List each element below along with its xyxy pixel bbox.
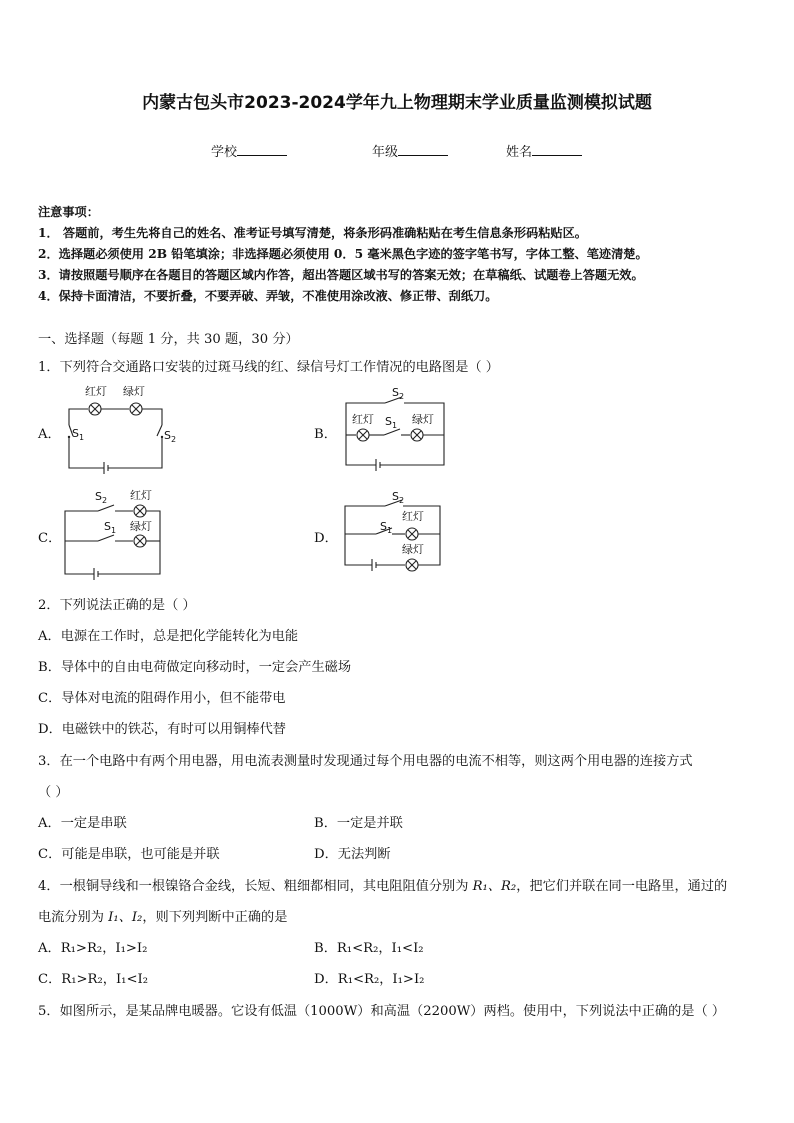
q1-option-b-label: B． — [314, 427, 337, 442]
circuit-diagram-a — [60, 382, 177, 472]
q4-current-vars: I₁、I₂ — [108, 910, 143, 925]
school-blank — [237, 143, 287, 156]
q2-option-b: B．导体中的自由电荷做定向移动时，一定会产生磁场 — [38, 660, 352, 675]
q1-option-d-label: D． — [314, 531, 338, 546]
notice-item-4: 4．保持卡面清洁，不要折叠，不要弄破、弄皱，不准使用涂改液、修正带、刮纸刀。 — [38, 289, 498, 303]
q4-option-a: A．R₁>R₂，I₁>I₂ — [38, 941, 148, 956]
circuit-b-red-lamp-label: 红灯 — [352, 413, 374, 426]
page-title: 内蒙古包头市2023-2024学年九上物理期末学业质量监测模拟试题 — [142, 93, 652, 113]
circuit-b-s1-label: $S_1$ — [385, 415, 398, 430]
q4-option-b: B．R₁<R₂，I₁<I₂ — [314, 941, 424, 956]
circuit-b-s2-label: $S_2$ — [392, 386, 405, 401]
circuit-c-green-lamp-label: 绿灯 — [130, 520, 152, 533]
q4-option-c: C．R₁>R₂，I₁<I₂ — [38, 972, 148, 987]
name-label: 姓名 — [506, 145, 533, 160]
circuit-c-s1-label: $S_1$ — [104, 520, 117, 535]
circuit-d-s1-label: $S_1$ — [380, 520, 393, 535]
grade-field — [372, 141, 448, 160]
circuit-a-red-lamp-label: 红灯 — [85, 385, 107, 398]
name-blank — [532, 143, 582, 156]
q1-option-a-label: A． — [38, 427, 61, 442]
grade-label: 年级 — [372, 145, 399, 160]
q2-option-d: D．电磁铁中的铁芯，有时可以用铜棒代替 — [38, 722, 286, 737]
circuit-a-s2-label: $S_2$ — [164, 429, 177, 444]
circuit-diagram-b — [340, 383, 450, 468]
circuit-b-green-lamp-label: 绿灯 — [412, 413, 434, 426]
question-3-stem: 3．在一个电路中有两个用电器，用电流表测量时发现通过每个用电器的电流不相等，则这两个用电器的连接方式 — [38, 754, 693, 769]
switch-icon — [98, 535, 114, 541]
circuit-d-green-lamp-label: 绿灯 — [402, 543, 424, 556]
circuit-d-s2-label: $S_2$ — [392, 490, 405, 505]
circuit-diagram-c — [60, 486, 170, 581]
name-field — [506, 141, 582, 160]
grade-blank — [398, 143, 448, 156]
circuit-c-red-lamp-label: 红灯 — [130, 489, 152, 502]
school-field — [211, 141, 287, 160]
q3-option-c: C．可能是串联，也可能是并联 — [38, 847, 220, 862]
question-4-stem-line-1: 4．一根铜导线和一根镍铬合金线，长短、粗细都相同，其电阻阻值分别为 R₁、R₂，把它们并联在同一电路里，通过的 — [38, 879, 728, 894]
q3-option-a: A．一定是串联 — [38, 816, 127, 831]
q4-resistance-vars: R₁、R₂ — [472, 879, 517, 894]
q3-option-d: D．无法判断 — [314, 847, 391, 862]
school-label: 学校 — [211, 145, 238, 160]
q2-option-c: C．导体对电流的阻碍作用小，但不能带电 — [38, 691, 286, 706]
question-4-stem-line-2: 电流分别为 I₁、I₂，则下列判断中正确的是 — [38, 910, 288, 925]
circuit-diagram-d — [340, 486, 450, 581]
notice-item-1: 1． 答题前，考生先将自己的姓名、准考证号填写清楚，将条形码准确粘贴在考生信息条形码粘贴区。 — [38, 226, 587, 240]
q4-option-d: D．R₁<R₂，I₁>I₂ — [314, 972, 425, 987]
section-heading: 一、选择题（每题 1 分，共 30 题，30 分） — [38, 332, 299, 347]
q2-option-a: A．电源在工作时，总是把化学能转化为电能 — [38, 629, 299, 644]
switch-icon — [157, 425, 162, 436]
notice-item-2: 2．选择题必须使用 2B 铅笔填涂；非选择题必须使用 0．5 毫米黑色字迹的签字笔书写，字体工整、笔迹清楚。 — [38, 247, 648, 261]
notice-item-3: 3．请按照题号顺序在各题目的答题区域内作答，超出答题区域书写的答案无效；在草稿纸、试题卷上答题无效。 — [38, 268, 644, 282]
notice-heading: 注意事项： — [38, 205, 99, 219]
question-1-stem: 1．下列符合交通路口安装的过斑马线的红、绿信号灯工作情况的电路图是（ ） — [38, 360, 499, 375]
switch-icon — [98, 505, 114, 511]
question-5-stem: 5．如图所示，是某品牌电暖器。它设有低温（1000W）和高温（2200W）两档。使用中，下列说法中正确的是（ ） — [38, 1004, 726, 1019]
question-2-stem: 2．下列说法正确的是（ ） — [38, 598, 196, 613]
q1-option-c-label: C． — [38, 531, 62, 546]
circuit-c-s2-label: $S_2$ — [95, 490, 108, 505]
circuit-a-green-lamp-label: 绿灯 — [123, 385, 145, 398]
q3-option-b: B．一定是并联 — [314, 816, 403, 831]
circuit-a-s1-label: $S_1$ — [72, 427, 85, 442]
circuit-d-red-lamp-label: 红灯 — [402, 510, 424, 523]
question-3-paren: （ ） — [38, 785, 69, 800]
